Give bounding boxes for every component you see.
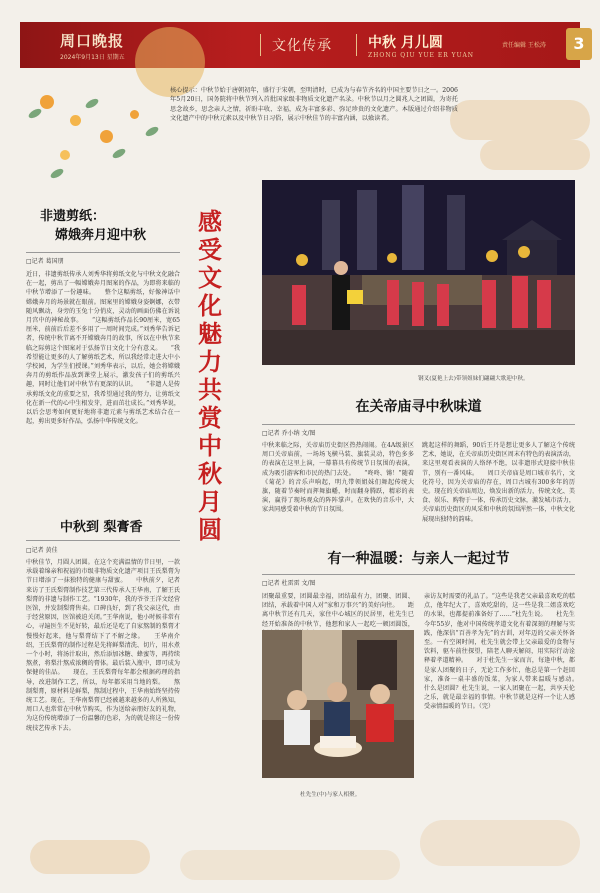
article3-body-right: 跳起这样的舞蹈，90后王丹是想让更多人了解这个传统艺术，她说，在关帝庙历史街区周末有特色的表演活动，来这里观看表演的人络绎不绝，以非遗形式迎接中秋佳节，别有一番风味。 周口关帝庙是周口城市名片，文化符号，因为关帝庙的存在，周口古城有300多年的历史。现在的关帝庙周边，焕发出新的活力，传统文化、美食、娱乐、购物于一体，传承历史文脉，激发城市活力，关帝庙历史街区的风采和中秋的氛围浑然一体，中秋文化展现出独特的韵味。 [422,442,575,523]
article1-body: 近日，非遗剪纸传承人刘秀华将剪纸文化与中秋文化融合在一起，剪出了一幅嫦娥奔月图案的作品，为即将来临的中秋节增添了一份趣味。 整个这幅剪纸，好像神话中嫦娥奔月的场景就在眼前。图案里的嫦娥身姿婀娜，衣带随风飘动，身旁的玉兔十分俏皮，灵动的画面仿佛在诉说月宫中的神秘故事。 “这幅剪纸作品长90厘米，宽65厘米，前前后后差不多用了一周时间完成。”刘秀华告诉记者，传统中秋节离不开嫦娥奔月的故事，所以在中秋节来临之际剪这个图案对于弘扬节日文化十分有意义。 “我希望能让更多的人了解剪纸艺术，所以我经常走进大中小学校园，为学生们授课。”刘秀华表示，以后，她会将嫦娥奔月的剪纸作品放到课堂上展示，激发孩子们的剪纸兴趣，同时让他们对中秋节有更深的认识。 “非遗人是传承剪纸文化的重要之星，我希望通过我的努力，让剪纸文化在新一代的心中生根发芽，进而茁壮成长。”刘秀华说，以后会思考如何更好地将非遗元素与剪纸艺术结合在一起，剪出更多好作品，弘扬中华传统文化。 [26,271,180,426]
article4-body-left: 团聚最重要，团圆最幸福，团结最有力，团聚、团圆、团结，承载着中国人对“家和万事兴”的美好向往。 距离中秋节还有几天，家住中心城区的民居里，杜先生已经开始准备的中秋节，他想和家人一起吃一顿团圆饭， [262,593,414,628]
vertical-headline: 感受文化魅力 共赏中秋月圆 [198,207,222,544]
osmanthus-flower-icon [40,95,54,109]
newspaper-brand: 周口晚报 [60,32,125,50]
rule [262,574,575,575]
section-name: 文化传承 [272,38,332,54]
photo-family [262,630,414,778]
rule [26,540,180,541]
issue-date: 2024年9月13日 星期五 [60,54,125,61]
page-number: 3 [566,28,592,60]
article3-body-left: 中秋来临之际，关帝庙历史街区热热闹闹。在4A级景区周口关帝庙前，一场场飞横马装、旗装灵动，特色多多的表演在这里上演，一幕幕具有传统节日氛围的表演，成为吸引游客和市民的热门去处。 “咚咚、锵！”随着《菊花》的音乐声响起，明九带领姐妹们舞起传统大旗，随着节奏时而挥舞旗幡，时而翻身腾跃，精彩的表演，赢得了现场观众的阵阵掌声。在欢快的音乐中，大家共同感受着中秋的节日氛围。 [262,442,414,514]
column-title: 中秋 月儿圆 [368,35,443,51]
editor-credit: 责任编辑 王松涛 [502,42,546,49]
rule [262,424,575,425]
leaf-icon [49,167,65,180]
article1-byline: □记者 葛国朋 [26,258,64,265]
column-name [368,32,474,59]
osmanthus-flower-icon [130,110,139,119]
photo1-caption: 钢叉(夏艳上去)带领姐妹们翩翩大歌迎中秋。 [418,376,529,382]
decor-cloud [450,100,590,140]
osmanthus-flower-icon [70,115,81,126]
leaf-icon [84,97,100,110]
leaf-icon [111,147,127,160]
article3-byline: □记者 乔小纳 文/图 [262,430,316,437]
article1-title-line1: 非遗剪纸： [40,209,106,224]
decor-cloud [30,840,150,874]
article3-title: 在关帝庙寻中秋味道 [355,399,482,415]
photo2-caption: 杜先生(中)与家人相聚。 [300,792,361,798]
article4-title: 有一种温暖：与亲人一起过节 [327,551,510,567]
family-gathering-image [262,630,414,778]
intro-paragraph: 核心提示：中秋节始于唐朝初年，盛行于宋朝，至明清时，已成为与春节齐名的中国主要节日之一。2006年5月20日，国务院将中秋节列入首批国家级非物质文化遗产名录。中秋节以月之圆兆人之团圆，为寄托思念故乡，思念亲人之情，祈盼丰收、幸福，成为丰富多彩、弥足珍贵的文化遗产。本版通过介绍非物质文化遗产中的中秋元素以及中秋节日习俗，展示中秋佳节的丰富内涵，以飨读者。 [170,87,458,122]
divider [260,34,261,56]
article2-byline: □记者 黄佳 [26,547,58,554]
osmanthus-flower-icon [100,130,113,143]
decor-cloud [480,140,590,170]
rule [26,252,180,253]
osmanthus-flower-icon [60,150,70,160]
article2-title: 中秋到 梨膏香 [60,520,143,535]
article4-body-right: 亲访友时需要的礼品了。“这些是我老父亲最喜欢吃的糕点，他年纪大了，喜欢吃甜的，这一些是我二姐喜欢吃的水果，也都提前准备好了……”杜先生说。 杜先生今年55岁，他对中国传统孝道文化有着深刻的理解与实践，他深信“百善孝为先”的古训，对年迈的父亲关怀备至。一有空闲时间，杜先生就会带上父亲最爱的食物与饮料，驱车前往探望，陪老人聊天解闷，用实际行动诠释着孝道精神。 对于杜先生一家而言，每逢中秋，都是家人团聚的日子，无论工作多忙，他总是第一个赶回家，准备一桌丰盛的饭菜，为家人带来温暖与感动。 什么是团圆？杜先生说，一家人团聚在一起，共享天伦之乐，就是最幸福的事情。中秋节就是这样一个让人感受亲情温暖的节日。（完） [424,593,588,711]
leaf-icon [27,107,43,120]
article4-byline: □记者 杜雷雷 文/图 [262,580,316,587]
article2-body: 中秋佳节，月圆人团圆。在这个充满温情的节日里，一款承载着绵亲和祝福的市级非物质文化遗产项目王氏梨膏为节日增添了一抹独特的健康与甜蜜。 中秋前夕，记者来访了王氏梨膏制作技艺第三代传承人王华南，了解王氏梨膏的非遗与制作工艺。“1930年，我的爷爷王洋文经营医馆，并发制梨膏售卖。口碑良好，到了我父亲这代，由于经营原因，医馆被迫关闭。”王华南说，他小时候非常有心，寻遍医生不见好转，最后还是吃了自家熬制的梨膏才慢慢好起来，他与梨膏结下了不解之缘。 王华南介绍，王氏梨膏的制作过程是先将鲜梨清洗、切片，用水煮一个小时，将汤汁取出，然后添加冰糖、蜂蜜等，再持续熬煮，将梨汁熬成浓稠的膏体。最后装入瓶中，即可成为保健的佳品。 现在，王氏梨膏每年都会根据药理的指导，改进制作工艺，所以，每年都采用当地的梨。 熬制梨膏，原材料是鲜梨，熬制过程中，王华南始终坚持传统工艺。现在，王华南梨膏已经被越来越多的人所熟知，周口人也常常在中秋节购买，作为送给亲朋好友的礼物，为这份传统增添了一份温馨的色彩，为的就是将这一份传统技艺传承下去。 [26,559,180,732]
moon-decoration [115,22,225,68]
decor-cloud [180,850,400,880]
article1-title-line2: 嫦娥奔月迎中秋 [55,228,147,243]
masthead [20,22,585,68]
night-performance-image [262,180,575,365]
photo-performance [262,180,575,365]
leaf-icon [144,125,160,138]
column-subtitle: ZHONG QIU YUE ER YUAN [368,52,475,59]
divider [356,34,357,56]
